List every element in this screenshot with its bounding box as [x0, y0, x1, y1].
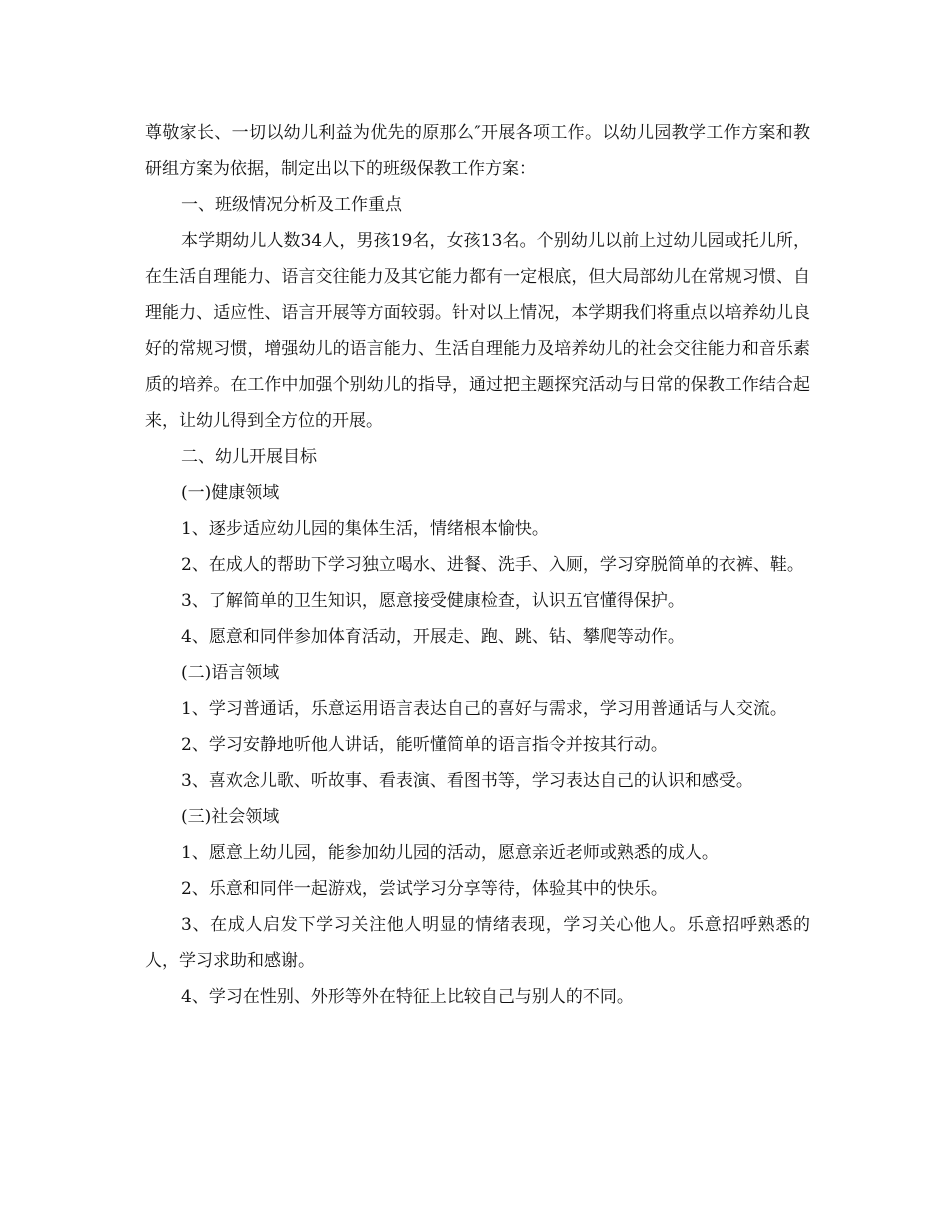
section-heading-class-analysis: 一、班级情况分析及工作重点 — [181, 195, 402, 215]
health-item-1: 1、逐步适应幼儿园的集体生活，情绪根本愉快。 — [181, 519, 549, 539]
social-item-4: 4、学习在性别、外形等外在特征上比较自己与别人的不同。 — [181, 987, 634, 1007]
language-item-3: 3、喜欢念儿歌、听故事、看表演、看图书等，学习表达自己的认识和感受。 — [181, 771, 753, 791]
intro-paragraph: 尊敬家长、一切以幼儿利益为优先的原那么″开展各项工作。以幼儿园教学工作方案和教研组方案为依据，制定出以下的班级保教工作方案： — [145, 123, 810, 179]
subheading-language: (二)语言领域 — [181, 663, 280, 683]
language-item-1: 1、学习普通话，乐意运用语言表达自己的喜好与需求，学习用普通话与人交流。 — [181, 699, 787, 719]
social-item-3: 3、在成人启发下学习关注他人明显的情绪表现，学习关心他人。乐意招呼熟悉的人，学习求助和感谢。 — [145, 915, 810, 971]
social-item-1: 1、愿意上幼儿园，能参加幼儿园的活动，愿意亲近老师或熟悉的成人。 — [181, 843, 719, 863]
language-item-2: 2、学习安静地听他人讲话，能听懂简单的语言指令并按其行动。 — [181, 735, 668, 755]
health-item-3: 3、了解简单的卫生知识，愿意接受健康检查，认识五官懂得保护。 — [181, 591, 685, 611]
health-item-2: 2、在成人的帮助下学习独立喝水、进餐、洗手、入厕，学习穿脱简单的衣裤、鞋。 — [181, 555, 804, 575]
section-heading-development-goals: 二、幼儿开展目标 — [181, 447, 317, 467]
document-page — [145, 115, 810, 1015]
health-item-4: 4、愿意和同伴参加体育活动，开展走、跑、跳、钻、攀爬等动作。 — [181, 627, 685, 647]
subheading-health: (一)健康领域 — [181, 483, 280, 503]
social-item-2: 2、乐意和同伴一起游戏，尝试学习分享等待，体验其中的快乐。 — [181, 879, 668, 899]
class-analysis-paragraph: 本学期幼儿人数34人，男孩19名，女孩13名。个别幼儿以前上过幼儿园或托儿所，在生活自理能力、语言交往能力及其它能力都有一定根底，但大局部幼儿在常规习惯、自理能力、适应性、语言开展等方面较弱。针对以上情况，本学期我们将重点以培养幼儿良好的常规习惯，增强幼儿的语言能力、生活自理能力及培养幼儿的社会交往能力和音乐素质的培养。在工作中加强个别幼儿的指导，通过把主题探究活动与日常的保教工作结合起来，让幼儿得到全方位的开展。 — [145, 231, 810, 431]
subheading-social: (三)社会领域 — [181, 807, 280, 827]
